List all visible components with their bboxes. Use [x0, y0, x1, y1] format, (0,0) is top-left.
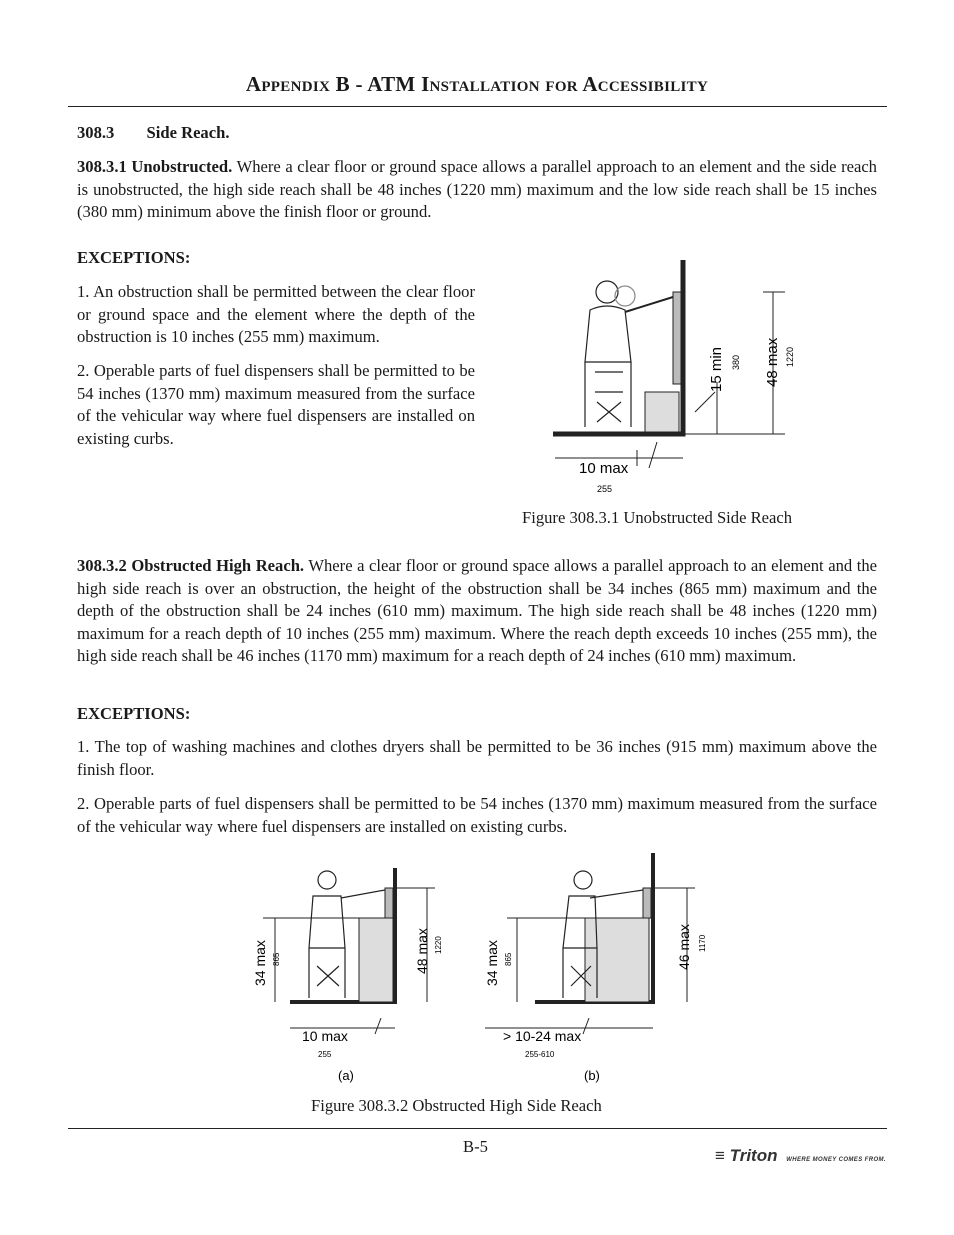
wheelchair: [585, 362, 631, 427]
person-head: [596, 281, 618, 303]
exception-item: 1. The top of washing machines and clothes dryers shall be permitted to be 36 inches (915 mm) maximum above the finish floor.: [77, 737, 877, 779]
exceptions-label-2: EXCEPTIONS:: [77, 704, 191, 723]
label-34-max-a: 34 max: [252, 940, 268, 986]
label-10-max: 10 max: [579, 460, 629, 477]
section-308-3: [77, 122, 229, 145]
logo-text: Triton: [729, 1146, 778, 1165]
page-title: Appendix B - ATM Installation for Accessibility: [245, 72, 709, 96]
logo-icon: ≡: [714, 1146, 725, 1165]
label-380: 380: [731, 354, 741, 370]
exception-item: 2. Operable parts of fuel dispensers shall be permitted to be 54 inches (1370 mm) maximum measured from the surface of the vehicular way where fuel dispensers are installed on existing curbs.: [77, 794, 877, 836]
obstruction-a: [359, 918, 393, 1002]
label-15-min: 15 min: [708, 346, 725, 392]
exception-item: 1. An obstruction shall be permitted between the clear floor or ground space and the element where the depth of the obstruction is 10 inches (255 mm) maximum.: [77, 282, 475, 346]
label-1170-b: 1170: [698, 934, 707, 952]
label-1220: 1220: [785, 346, 795, 367]
obstruction: [645, 392, 679, 432]
label-a: (a): [338, 1068, 354, 1083]
dimension-lines-a: [263, 888, 435, 1034]
label-10-max-a: 10 max: [302, 1028, 348, 1044]
person-head-outline: [615, 286, 635, 306]
person-torso: [585, 306, 631, 362]
label-255: 255: [597, 484, 613, 494]
figure-obstructed-high-reach: [245, 848, 725, 1088]
section-title: Side Reach.: [146, 123, 230, 142]
figure-caption: Figure 308.3.1 Unobstructed Side Reach: [522, 508, 793, 527]
label-b: (b): [584, 1068, 600, 1083]
exceptions-label-1: EXCEPTIONS:: [77, 248, 191, 267]
section-308-3-1-paragraph: [77, 156, 877, 224]
person-head-a: [318, 871, 336, 889]
figure-unobstructed-side-reach: [545, 252, 815, 502]
label-34-max-b: 34 max: [484, 940, 500, 986]
label-48-max-a: 48 max: [414, 928, 430, 974]
element-a: [385, 888, 393, 918]
section-heading: 308.3.2 Obstructed High Reach.: [77, 556, 305, 575]
section-body: Where a clear floor or ground space allows a parallel approach to an element and the high side reach is over an obstruction, the height of the obstruction shall be 34 inches (865 mm) maximum and the depth of the obstruction shall be 24 inches (610 mm) maximum. The high side reach shall be 48 inches (1220 mm) maximum for a reach depth of 10 inches (255 mm) maximum. Where the reach depth exceeds 10 inches (255 mm), the high side reach shall be 46 inches (1170 mm) maximum for a reach depth of 24 inches (610 mm) maximum.: [77, 556, 877, 665]
logo-tagline: WHERE MONEY COMES FROM.: [786, 1157, 886, 1163]
triton-logo: [715, 1146, 886, 1166]
label-865-b: 865: [504, 952, 513, 966]
element-panel: [673, 292, 681, 384]
section-heading: 308.3.1 Unobstructed.: [77, 157, 233, 176]
page-number: B-5: [463, 1137, 488, 1156]
label-1220-a: 1220: [434, 936, 443, 954]
section-308-3-2-paragraph: [77, 555, 877, 668]
section-body: Where a clear floor or ground space allows a parallel approach to an element and the side reach is unobstructed, the high side reach shall be 48 inches (1220 mm) maximum and the low side reach shall be 15 inches (380 mm) minimum above the finish floor or ground.: [77, 157, 877, 221]
exception-item: 2. Operable parts of fuel dispensers shall be permitted to be 54 inches (1370 mm) maximum measured from the surface of the vehicular way where fuel dispensers are installed on existing curbs.: [77, 361, 475, 448]
element-b: [643, 888, 651, 918]
person-arm: [625, 297, 673, 312]
header-rule: [68, 106, 887, 107]
label-depth-b: > 10-24 max: [503, 1028, 582, 1044]
label-865-a: 865: [272, 952, 281, 966]
figure-caption: Figure 308.3.2 Obstructed High Side Reach: [311, 1096, 602, 1115]
label-48-max: 48 max: [764, 337, 781, 387]
label-46-max-b: 46 max: [676, 924, 692, 970]
person-head-b: [574, 871, 592, 889]
section-number: 308.3: [77, 123, 115, 142]
obstruction-b: [585, 918, 649, 1002]
label-255-a: 255: [318, 1050, 332, 1059]
label-255-610-b: 255-610: [525, 1050, 555, 1059]
footer-rule: [68, 1128, 887, 1129]
